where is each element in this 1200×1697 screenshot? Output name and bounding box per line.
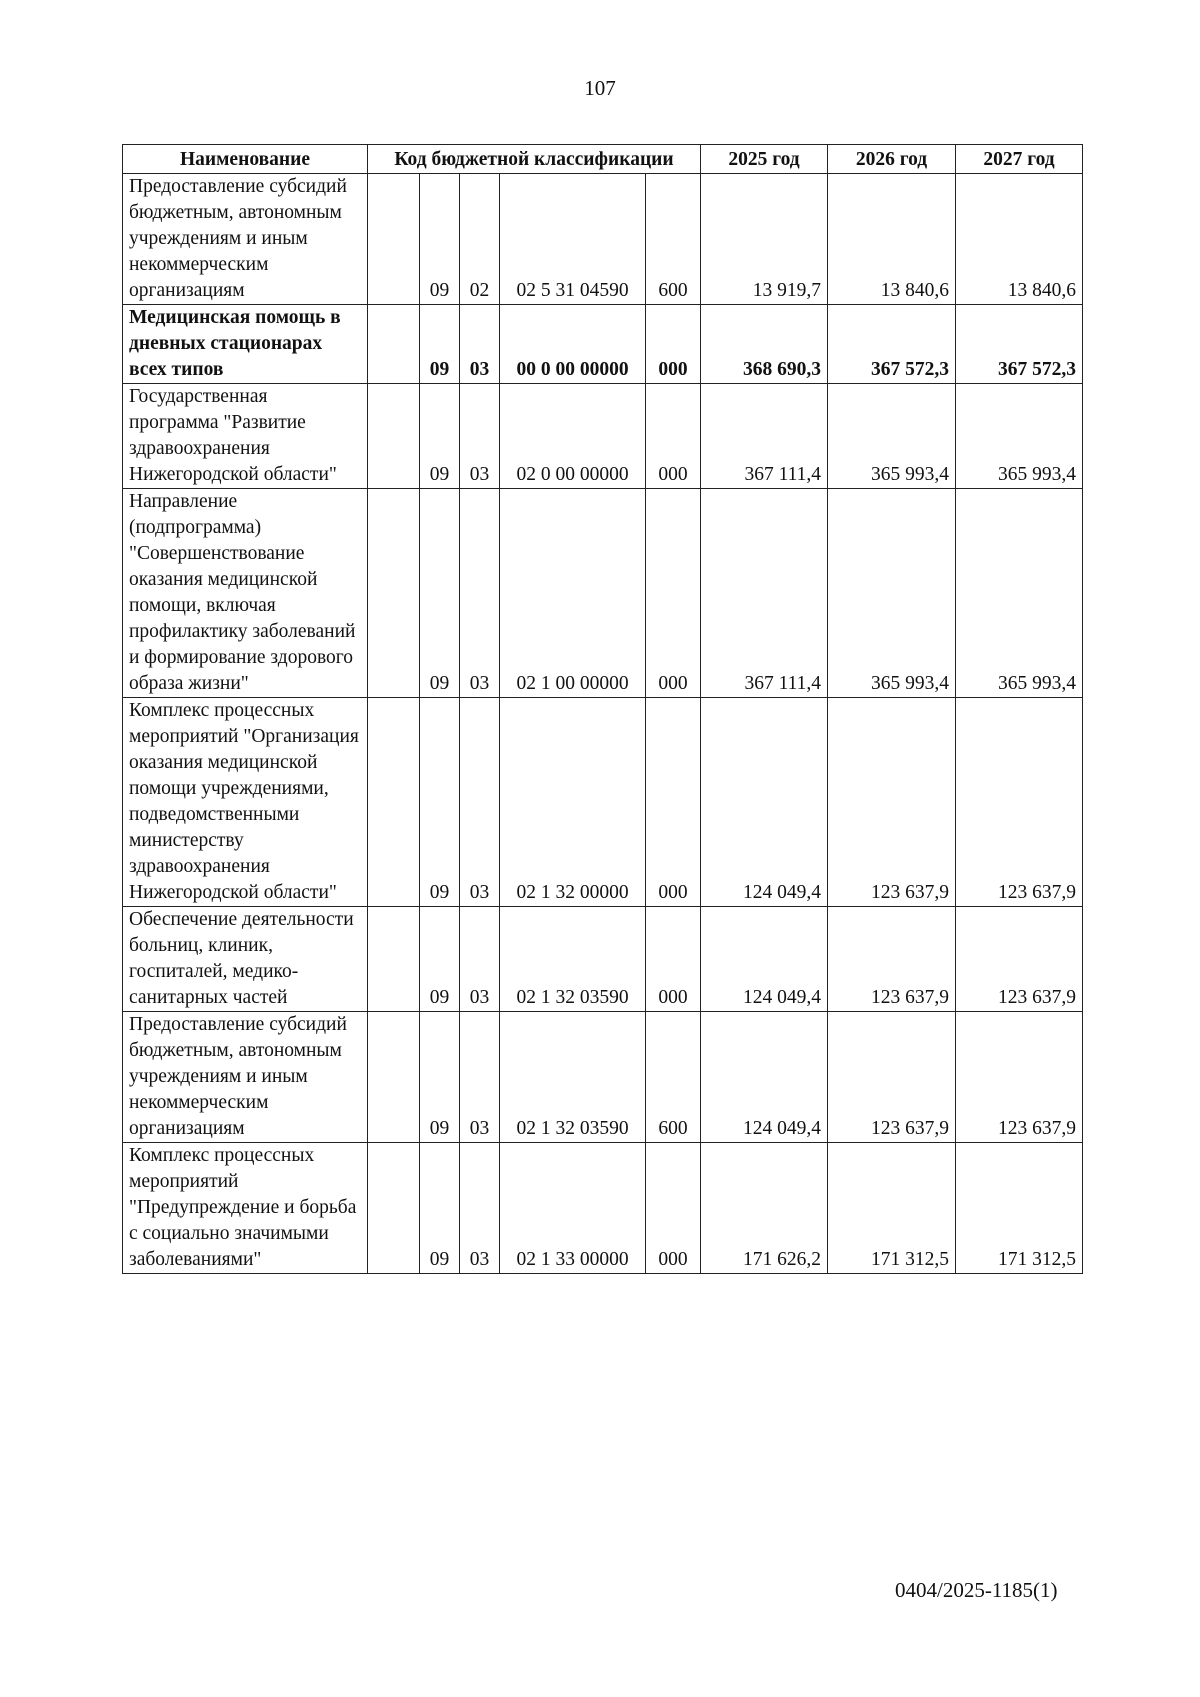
- row-target-article-code: 02 1 33 00000: [500, 1143, 646, 1274]
- row-target-article-code: 02 1 32 00000: [500, 698, 646, 907]
- row-amount-2026: 13 840,6: [828, 174, 956, 305]
- row-section-code: 09: [420, 489, 460, 698]
- row-amount-2026: 367 572,3: [828, 305, 956, 384]
- row-expense-type-code: 600: [646, 174, 701, 305]
- row-name: Предоставление субсидий бюджетным, автономным учреждениям и иным некоммерческим организациям: [123, 1012, 368, 1143]
- table-row: [123, 1143, 1083, 1274]
- row-expense-type-code: 000: [646, 305, 701, 384]
- row-amount-2025: 367 111,4: [701, 489, 828, 698]
- row-expense-type-code: 600: [646, 1012, 701, 1143]
- row-target-article-code: 02 1 00 00000: [500, 489, 646, 698]
- row-section-code: 09: [420, 1012, 460, 1143]
- row-section-code: 09: [420, 384, 460, 489]
- row-empty-cell: [368, 489, 420, 698]
- row-amount-2025: 171 626,2: [701, 1143, 828, 1274]
- row-name: Предоставление субсидий бюджетным, автономным учреждениям и иным некоммерческим организациям: [123, 174, 368, 305]
- row-target-article-code: 02 5 31 04590: [500, 174, 646, 305]
- row-subsection-code: 03: [460, 907, 500, 1012]
- table-body: [123, 174, 1083, 1274]
- row-subsection-code: 03: [460, 698, 500, 907]
- row-amount-2025: 368 690,3: [701, 305, 828, 384]
- table-header-row: [123, 145, 1083, 174]
- page-number: 107: [584, 76, 616, 100]
- document-code: 0404/2025-1185(1): [895, 1578, 1058, 1602]
- row-empty-cell: [368, 384, 420, 489]
- header-code: Код бюджетной классификации: [368, 145, 701, 174]
- row-empty-cell: [368, 1143, 420, 1274]
- table-row: [123, 489, 1083, 698]
- table-row: [123, 1012, 1083, 1143]
- row-section-code: 09: [420, 698, 460, 907]
- row-amount-2026: 123 637,9: [828, 907, 956, 1012]
- row-expense-type-code: 000: [646, 1143, 701, 1274]
- header-2027: 2027 год: [956, 145, 1083, 174]
- row-target-article-code: 02 1 32 03590: [500, 1012, 646, 1143]
- row-target-article-code: 02 1 32 03590: [500, 907, 646, 1012]
- budget-table: [122, 144, 1083, 1274]
- row-amount-2025: 124 049,4: [701, 1012, 828, 1143]
- row-expense-type-code: 000: [646, 489, 701, 698]
- row-amount-2027: 365 993,4: [956, 489, 1083, 698]
- row-amount-2026: 123 637,9: [828, 1012, 956, 1143]
- row-name: Направление (подпрограмма) "Совершенствование оказания медицинской помощи, включая профилактику заболеваний и формирование здорового образа жизни": [123, 489, 368, 698]
- row-empty-cell: [368, 174, 420, 305]
- row-name: Государственная программа "Развитие здравоохранения Нижегородской области": [123, 384, 368, 489]
- row-amount-2027: 13 840,6: [956, 174, 1083, 305]
- row-expense-type-code: 000: [646, 907, 701, 1012]
- table-row: [123, 907, 1083, 1012]
- row-section-code: 09: [420, 305, 460, 384]
- row-empty-cell: [368, 907, 420, 1012]
- row-amount-2027: 123 637,9: [956, 907, 1083, 1012]
- row-empty-cell: [368, 305, 420, 384]
- header-2025: 2025 год: [701, 145, 828, 174]
- row-amount-2025: 124 049,4: [701, 907, 828, 1012]
- table-row: [123, 698, 1083, 907]
- row-subsection-code: 03: [460, 305, 500, 384]
- row-amount-2026: 365 993,4: [828, 489, 956, 698]
- row-name: Комплекс процессных мероприятий "Организация оказания медицинской помощи учреждениями, подведомственными министерству здравоохранения Нижегородской области": [123, 698, 368, 907]
- row-amount-2026: 123 637,9: [828, 698, 956, 907]
- row-amount-2027: 367 572,3: [956, 305, 1083, 384]
- row-section-code: 09: [420, 174, 460, 305]
- header-name: Наименование: [123, 145, 368, 174]
- row-subsection-code: 03: [460, 489, 500, 698]
- row-section-code: 09: [420, 907, 460, 1012]
- row-empty-cell: [368, 698, 420, 907]
- row-target-article-code: 00 0 00 00000: [500, 305, 646, 384]
- row-section-code: 09: [420, 1143, 460, 1274]
- header-2026: 2026 год: [828, 145, 956, 174]
- row-name: Медицинская помощь в дневных стационарах всех типов: [123, 305, 368, 384]
- row-amount-2027: 365 993,4: [956, 384, 1083, 489]
- table-row: [123, 305, 1083, 384]
- row-amount-2025: 124 049,4: [701, 698, 828, 907]
- row-target-article-code: 02 0 00 00000: [500, 384, 646, 489]
- row-amount-2025: 367 111,4: [701, 384, 828, 489]
- table-row: [123, 384, 1083, 489]
- row-expense-type-code: 000: [646, 384, 701, 489]
- row-amount-2026: 171 312,5: [828, 1143, 956, 1274]
- row-amount-2027: 171 312,5: [956, 1143, 1083, 1274]
- row-amount-2027: 123 637,9: [956, 698, 1083, 907]
- row-name: Комплекс процессных мероприятий "Предупреждение и борьба с социально значимыми заболеваниями": [123, 1143, 368, 1274]
- row-amount-2026: 365 993,4: [828, 384, 956, 489]
- row-name: Обеспечение деятельности больниц, клиник, госпиталей, медико-санитарных частей: [123, 907, 368, 1012]
- row-amount-2025: 13 919,7: [701, 174, 828, 305]
- row-subsection-code: 03: [460, 384, 500, 489]
- row-subsection-code: 03: [460, 1012, 500, 1143]
- row-empty-cell: [368, 1012, 420, 1143]
- row-subsection-code: 03: [460, 1143, 500, 1274]
- table-row: [123, 174, 1083, 305]
- row-subsection-code: 02: [460, 174, 500, 305]
- row-expense-type-code: 000: [646, 698, 701, 907]
- row-amount-2027: 123 637,9: [956, 1012, 1083, 1143]
